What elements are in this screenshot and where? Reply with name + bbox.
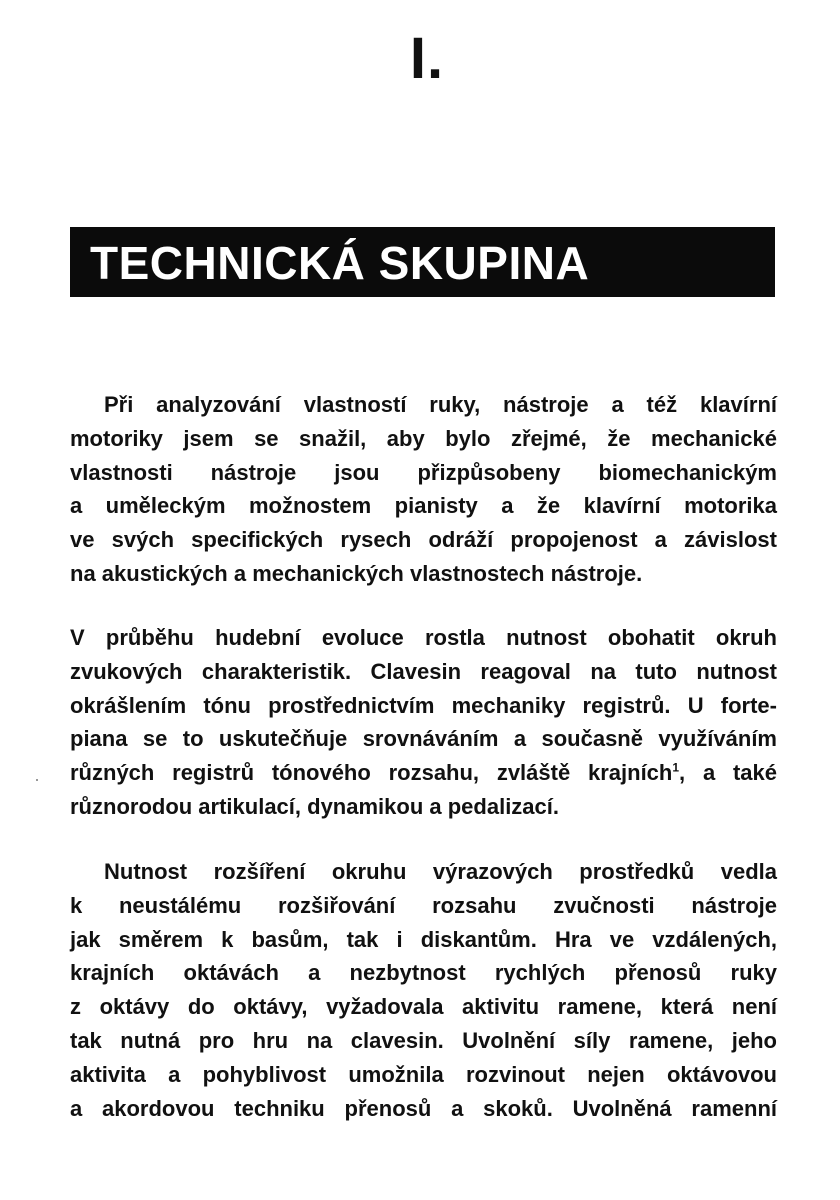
footnote-marker[interactable]: 1 (672, 760, 680, 775)
text-line: tak nutná pro hru na clavesin. Uvolnění síly ramene, jeho (70, 1027, 777, 1053)
text-line: ve svých specifických rysech odráží propojenost a závislost (70, 527, 777, 553)
text-line: a uměleckým možnostem pianisty a že klavírní motorika (70, 493, 777, 519)
text-line: V průběhu hudební evoluce rostla nutnost obohatit okruh (70, 625, 777, 650)
text-line-with-footnote (70, 756, 777, 790)
text-line: k neustálému rozšiřování rozsahu zvučnosti nástroje (70, 892, 777, 918)
paragraph-3 (70, 855, 777, 1125)
text-line: Při analyzování vlastností ruky, nástroje a též klavírní (104, 392, 777, 417)
text-line: krajních oktávách a nezbytnost rychlých přenosů ruky (70, 960, 777, 986)
text-segment: , a také (679, 760, 777, 786)
text-line: jak směrem k basům, tak i diskantům. Hra ve vzdálených, (70, 926, 777, 952)
text-segment: různých registrů tónového rozsahu, zvláště krajních (70, 760, 673, 786)
text-line: z oktávy do oktávy, vyžadovala aktivitu ramene, která není (70, 994, 777, 1020)
text-line: motoriky jsem se snažil, aby bylo zřejmé, že mechanické (70, 425, 777, 451)
text-line: na akustických a mechanických vlastnostech nástroje. (70, 560, 643, 586)
text-line: okrášlením tónu prostřednictvím mechaniky registrů. U forte- (70, 692, 777, 718)
paragraph-2 (70, 621, 777, 824)
paragraph-1 (70, 388, 777, 591)
text-line: piana se to uskutečňuje srovnáváním a současně využíváním (70, 726, 777, 752)
text-line: Nutnost rozšíření okruhu výrazových prostředků vedla (104, 859, 777, 884)
scan-speck (36, 779, 38, 781)
chapter-title-banner (70, 227, 775, 297)
text-line: vlastnosti nástroje jsou přizpůsobeny biomechanickým (70, 459, 777, 485)
chapter-title: TECHNICKÁ SKUPINA (90, 237, 590, 289)
text-line: zvukových charakteristik. Clavesin reagoval na tuto nutnost (70, 658, 777, 684)
text-line: aktivita a pohyblivost umožnila rozvinout nejen oktávovou (70, 1061, 777, 1087)
text-line: a akordovou techniku přenosů a skoků. Uvolněná ramenní (70, 1095, 777, 1121)
chapter-number: I. (409, 26, 445, 91)
text-line: různorodou artikulací, dynamikou a pedalizací. (70, 793, 559, 819)
